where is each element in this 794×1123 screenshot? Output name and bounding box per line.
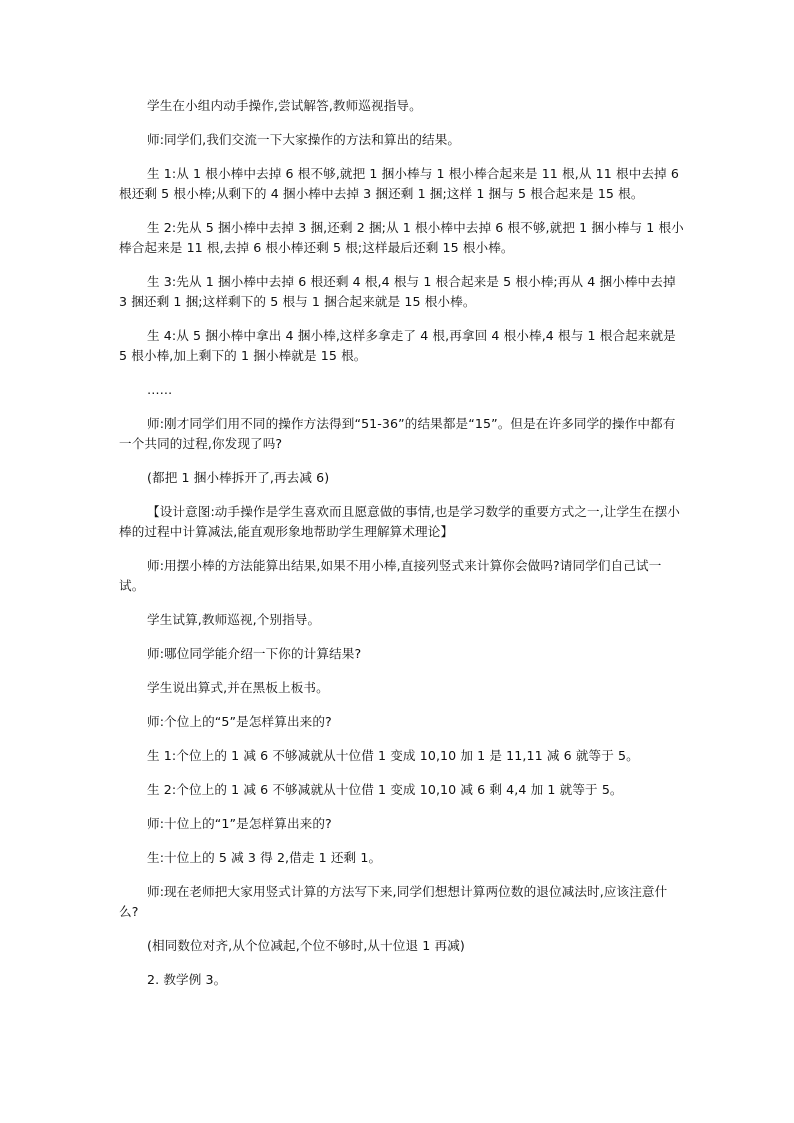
section-heading-example-3: 2. 教学例 3。	[147, 972, 227, 987]
paragraph-21: (相同数位对齐,从个位减起,个位不够时,从十位退 1 再减)	[147, 938, 465, 953]
paragraph-19: 生:十位上的 5 减 3 得 2,借走 1 还剩 1。	[147, 850, 382, 865]
paragraph-14: 学生说出算式,并在黑板上板书。	[147, 680, 329, 695]
paragraph-3: 生 1:从 1 根小棒中去掉 6 根不够,就把 1 捆小棒与 1 根小棒合起来是 11 根,从 11 根中去掉 6 根还剩 5 根小棒;从剩下的 4 捆小棒中去掉 3 捆还剩 1 捆;这样 1 捆与 5 根合起来是 15 根。	[119, 166, 679, 201]
paragraph-16: 生 1:个位上的 1 减 6 不够减就从十位借 1 变成 10,10 加 1 是 11,11 减 6 就等于 5。	[147, 748, 639, 763]
paragraph-12: 学生试算,教师巡视,个别指导。	[147, 612, 321, 627]
paragraph-5: 生 3:先从 1 捆小棒中去掉 6 根还剩 4 根,4 根与 1 根合起来是 5 根小棒;再从 4 捆小棒中去掉 3 捆还剩 1 捆;这样剩下的 5 根与 1 捆合起来就是 15 根小棒。	[119, 274, 676, 309]
paragraph-1: 学生在小组内动手操作,尝试解答,教师巡视指导。	[147, 98, 422, 113]
paragraph-15: 师:个位上的“5”是怎样算出来的?	[147, 714, 332, 729]
document-body	[119, 96, 685, 1004]
paragraph-17: 生 2:个位上的 1 减 6 不够减就从十位借 1 变成 10,10 减 6 剩 4,4 加 1 就等于 5。	[147, 782, 623, 797]
paragraph-4: 生 2:先从 5 捆小棒中去掉 3 捆,还剩 2 捆;从 1 根小棒中去掉 6 根不够,就把 1 捆小棒与 1 根小棒合起来是 11 根,去掉 6 根小棒还剩 5 根;这样最后还剩 15 根小棒。	[119, 220, 684, 255]
paragraph-6: 生 4:从 5 捆小棒中拿出 4 捆小棒,这样多拿走了 4 根,再拿回 4 根小棒,4 根与 1 根合起来就是 5 根小棒,加上剩下的 1 捆小棒就是 15 根。	[119, 328, 676, 363]
paragraph-8: 师:刚才同学们用不同的操作方法得到“51-36”的结果都是“15”。但是在许多同学的操作中都有一个共同的过程,你发现了吗?	[119, 416, 676, 451]
paragraph-2: 师:同学们,我们交流一下大家操作的方法和算出的结果。	[147, 132, 461, 147]
paragraph-20: 师:现在老师把大家用竖式计算的方法写下来,同学们想想计算两位数的退位减法时,应该注意什么?	[119, 884, 668, 919]
paragraph-11: 师:用摆小棒的方法能算出结果,如果不用小棒,直接列竖式来计算你会做吗?请同学们自己试一试。	[119, 558, 662, 593]
paragraph-13: 师:哪位同学能介绍一下你的计算结果?	[147, 646, 362, 661]
paragraph-ellipsis: ……	[147, 382, 173, 397]
paragraph-18: 师:十位上的“1”是怎样算出来的?	[147, 816, 332, 831]
paragraph-9: (都把 1 捆小棒拆开了,再去减 6)	[147, 470, 330, 485]
paragraph-design-intent: 【设计意图:动手操作是学生喜欢而且愿意做的事情,也是学习数学的重要方式之一,让学生在摆小棒的过程中计算减法,能直观形象地帮助学生理解算术理论】	[119, 504, 680, 539]
